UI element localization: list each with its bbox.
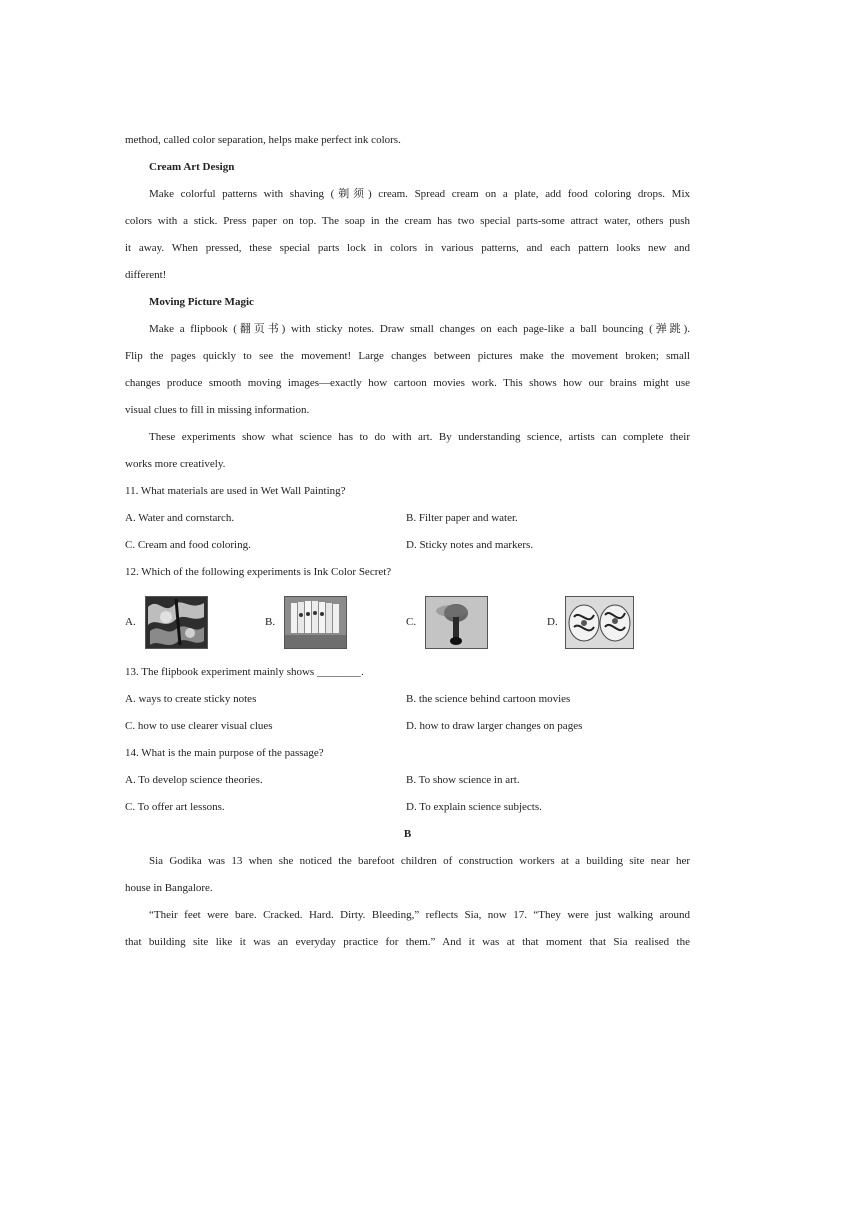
question-11-stem: 11. What materials are used in Wet Wall Painting? [125, 485, 346, 497]
section-heading-cream-art: Cream Art Design [149, 161, 235, 173]
question-12-option-d-image [565, 596, 634, 649]
question-12-option-b-label: B. [265, 616, 276, 628]
paragraph-line: Flip the pages quickly to see the movement! Large changes between pictures make the movement broken; small [125, 350, 690, 362]
question-12-option-d-label: D. [547, 616, 558, 628]
question-14-option-d: D. To explain science subjects. [406, 801, 542, 813]
question-13-stem: 13. The flipbook experiment mainly shows ________. [125, 666, 364, 678]
paragraph-line: house in Bangalore. [125, 882, 213, 894]
paragraph-line: changes produce smooth moving images—exactly how cartoon movies work. This shows how our brains might use [125, 377, 690, 389]
question-12-option-c-label: C. [406, 616, 417, 628]
paragraph-line: it away. When pressed, these special parts lock in colors in various patterns, and each pattern looks new and [125, 242, 690, 254]
question-14-option-c: C. To offer art lessons. [125, 801, 225, 813]
paragraph-line: Make colorful patterns with shaving (剃须) cream. Spread cream on a plate, add food coloring drops. Mix [149, 188, 690, 200]
passage-line: method, called color separation, helps make perfect ink colors. [125, 134, 401, 146]
section-heading-moving-picture: Moving Picture Magic [149, 296, 254, 308]
question-14-option-b: B. To show science in art. [406, 774, 520, 786]
paragraph-line: works more creatively. [125, 458, 226, 470]
question-11-option-a: A. Water and cornstarch. [125, 512, 235, 524]
paragraph-line: Sia Godika was 13 when she noticed the barefoot children of construction workers at a building site near her [149, 855, 690, 867]
paragraph-line: that building site like it was an everyday practice for them.” And it was at that moment that Sia realised the [125, 936, 690, 948]
question-11-option-d: D. Sticky notes and markers. [406, 539, 534, 551]
passage-b-label: B [403, 828, 412, 840]
question-12-stem: 12. Which of the following experiments is Ink Color Secret? [125, 566, 392, 578]
question-12-option-a-label: A. [125, 616, 136, 628]
paragraph-line: colors with a stick. Press paper on top. The soap in the cream has two special parts-some attract water, others push [125, 215, 690, 227]
question-14-option-a: A. To develop science theories. [125, 774, 263, 786]
paragraph-line: “Their feet were bare. Cracked. Hard. Dirty. Bleeding,” reflects Sia, now 17. “They were just walking around [149, 909, 690, 921]
question-13-option-b: B. the science behind cartoon movies [406, 693, 571, 705]
paragraph-line: Make a flipbook (翻页书) with sticky notes. Draw small changes on each page-like a ball bouncing (弹跳). [149, 323, 690, 335]
question-12-option-b-image [284, 596, 347, 649]
paragraph-line: These experiments show what science has to do with art. By understanding science, artists can complete their [149, 431, 690, 443]
question-13-option-a: A. ways to create sticky notes [125, 693, 257, 705]
question-11-option-b: B. Filter paper and water. [406, 512, 518, 524]
paragraph-line: visual clues to fill in missing information. [125, 404, 310, 416]
question-13-option-d: D. how to draw larger changes on pages [406, 720, 583, 732]
question-13-option-c: C. how to use clearer visual clues [125, 720, 273, 732]
question-12-option-c-image [425, 596, 488, 649]
question-14-stem: 14. What is the main purpose of the passage? [125, 747, 324, 759]
question-12-option-a-image [145, 596, 208, 649]
paragraph-line: different! [125, 269, 167, 281]
question-11-option-c: C. Cream and food coloring. [125, 539, 251, 551]
